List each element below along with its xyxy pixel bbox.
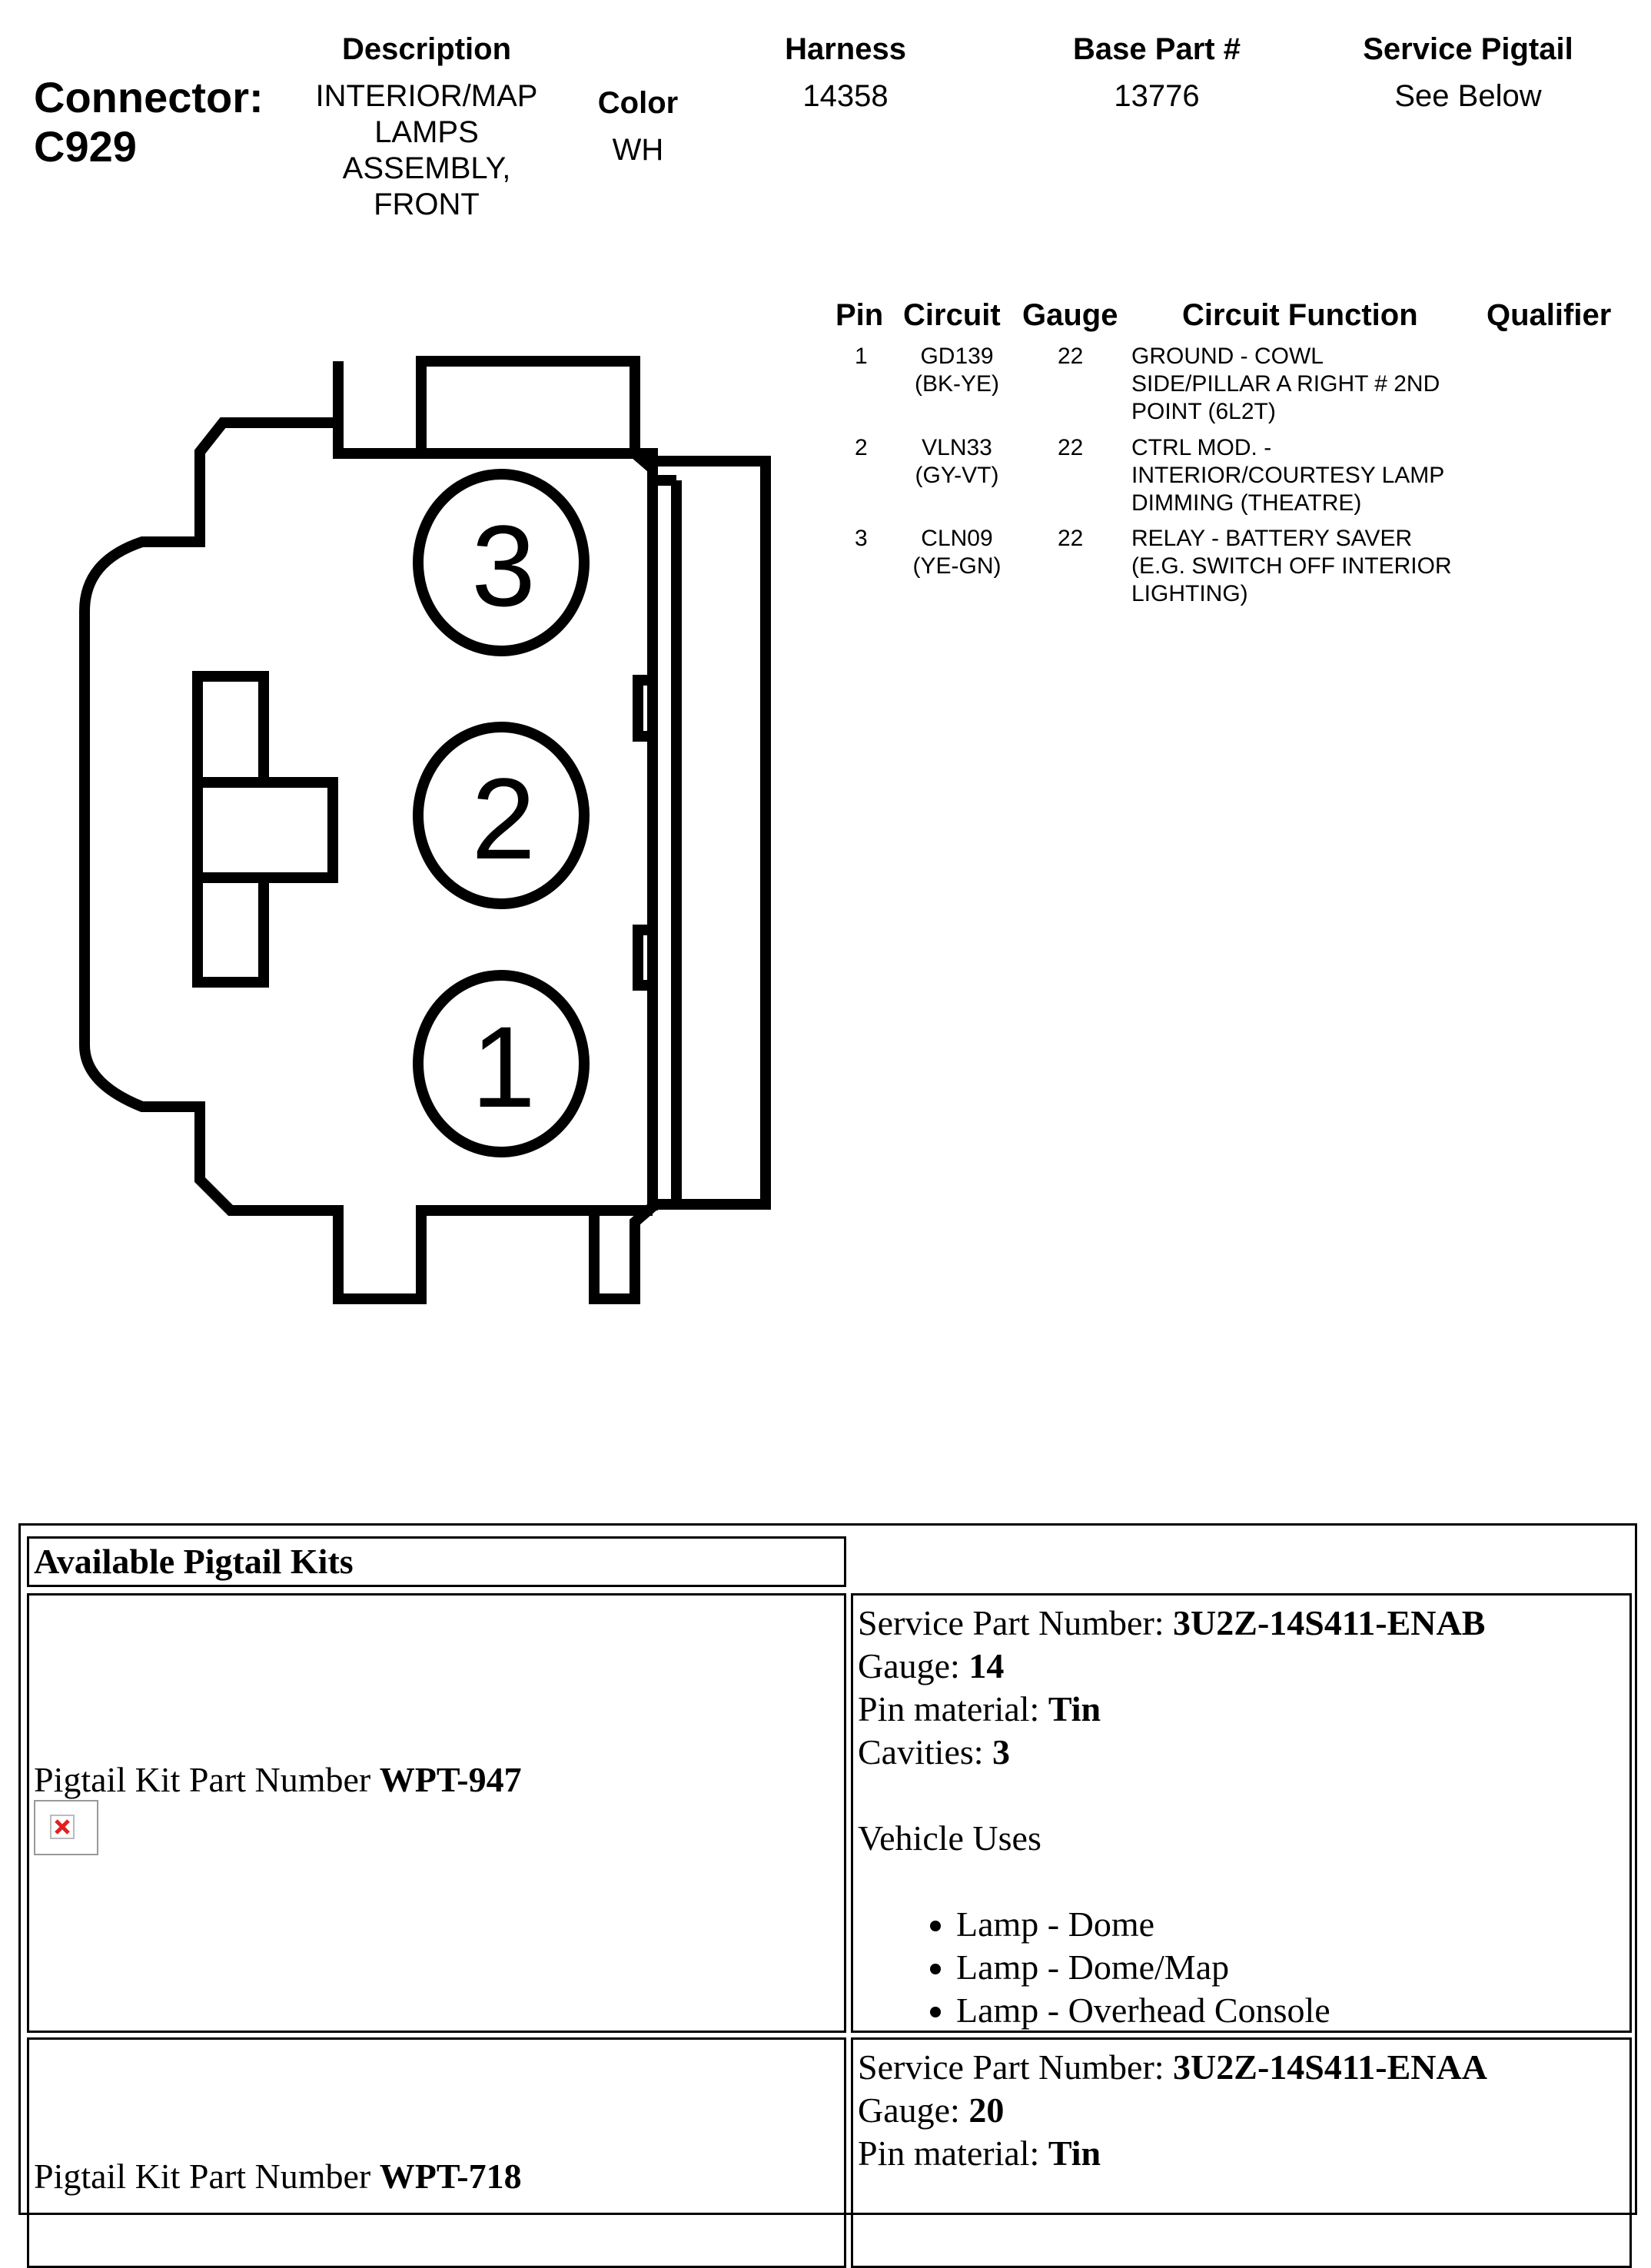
function-line: CTRL MOD. - bbox=[1131, 435, 1272, 460]
function-line: POINT (6L2T) bbox=[1131, 399, 1276, 424]
harness-header: Harness bbox=[785, 32, 906, 66]
broken-image-x-icon bbox=[35, 1801, 97, 1854]
circuit-cell bbox=[899, 525, 1015, 580]
gauge-header: Gauge bbox=[1022, 298, 1118, 332]
circuit-color: (YE-GN) bbox=[912, 553, 1002, 579]
pin-label-2: 2 bbox=[471, 754, 536, 883]
pin-label-1: 1 bbox=[471, 1002, 536, 1131]
description-line: ASSEMBLY, bbox=[342, 151, 511, 185]
harness-value: 14358 bbox=[802, 79, 889, 113]
pigtail-title-cell bbox=[27, 1536, 846, 1587]
kit-part-label: Pigtail Kit Part Number bbox=[34, 2157, 371, 2196]
circuit-code: CLN09 bbox=[921, 526, 993, 551]
circuit-code: GD139 bbox=[920, 344, 994, 369]
function-cell bbox=[1131, 434, 1444, 517]
service-part-line bbox=[858, 2046, 1487, 2089]
gauge-line bbox=[858, 2089, 1487, 2132]
description-line: INTERIOR/MAP bbox=[315, 79, 538, 113]
service-part-value: 3U2Z-14S411-ENAA bbox=[1173, 2047, 1487, 2087]
function-line: DIMMING (THEATRE) bbox=[1131, 490, 1362, 516]
base-part-header: Base Part # bbox=[1073, 32, 1241, 66]
service-part-line bbox=[858, 1602, 1485, 1645]
function-cell bbox=[1131, 525, 1452, 608]
gauge-cell: 22 bbox=[1058, 344, 1084, 369]
pin-material-label: Pin material: bbox=[858, 1689, 1040, 1728]
service-part-label: Service Part Number: bbox=[858, 2047, 1164, 2087]
vehicle-use-item: • Lamp - Dome bbox=[956, 1903, 1485, 1946]
circuit-color: (GY-VT) bbox=[915, 463, 999, 488]
kit-part-value: WPT-718 bbox=[379, 2157, 522, 2196]
vehicle-uses-label: Vehicle Uses bbox=[858, 1818, 1041, 1858]
function-line: GROUND - COWL bbox=[1131, 344, 1324, 369]
housing-right-flange bbox=[653, 461, 766, 1204]
base-part-value: 13776 bbox=[1114, 79, 1200, 113]
circuit-cell bbox=[899, 434, 1015, 490]
kit-details bbox=[858, 2046, 1487, 2175]
pin-header: Pin bbox=[835, 298, 884, 332]
pin-number: 3 bbox=[855, 526, 868, 551]
function-line: SIDE/PILLAR A RIGHT # 2ND bbox=[1131, 371, 1440, 397]
gauge-label: Gauge: bbox=[858, 2090, 960, 2130]
service-part-value: 3U2Z-14S411-ENAB bbox=[1173, 1603, 1486, 1642]
broken-image-icon bbox=[34, 1800, 98, 1855]
connector-id: C929 bbox=[34, 122, 137, 171]
gauge-value: 20 bbox=[968, 2090, 1005, 2130]
vehicle-use-item: • Lamp - Dome/Map bbox=[956, 1946, 1485, 1989]
description-line: FRONT bbox=[374, 188, 480, 221]
kit-part-number bbox=[34, 1758, 522, 1801]
color-value: WH bbox=[612, 133, 664, 167]
kit-left-cell bbox=[27, 2037, 846, 2268]
circuit-header: Circuit bbox=[903, 298, 1001, 332]
function-line: (E.G. SWITCH OFF INTERIOR bbox=[1131, 553, 1452, 579]
kit-part-label: Pigtail Kit Part Number bbox=[34, 1760, 371, 1799]
circuit-cell bbox=[899, 343, 1015, 398]
connector-key bbox=[198, 676, 333, 982]
circuit-function-header: Circuit Function bbox=[1182, 298, 1418, 332]
function-line: INTERIOR/COURTESY LAMP bbox=[1131, 463, 1445, 488]
connector-diagram bbox=[0, 0, 784, 1322]
pigtail-title: Available Pigtail Kits bbox=[34, 1542, 354, 1581]
pin-material-value: Tin bbox=[1048, 2134, 1101, 2173]
service-pigtail-value: See Below bbox=[1394, 79, 1542, 113]
kit-left-cell bbox=[27, 1593, 846, 2033]
vehicle-uses-list bbox=[858, 1903, 1485, 2032]
gauge-cell: 22 bbox=[1058, 435, 1084, 460]
gauge-value: 14 bbox=[968, 1646, 1005, 1685]
cavities-line bbox=[858, 1731, 1485, 1774]
pin-material-value: Tin bbox=[1048, 1689, 1101, 1728]
pin-number: 2 bbox=[855, 435, 868, 460]
qualifier-header: Qualifier bbox=[1487, 298, 1612, 332]
kit-part-number bbox=[34, 2155, 522, 2198]
gauge-cell: 22 bbox=[1058, 526, 1084, 551]
function-cell bbox=[1131, 343, 1440, 426]
pigtail-kits-table bbox=[18, 1523, 1637, 2215]
pin-number: 1 bbox=[855, 344, 868, 369]
pin-material-line bbox=[858, 1688, 1485, 1731]
gauge-label: Gauge: bbox=[858, 1646, 960, 1685]
kit-right-cell bbox=[851, 1593, 1632, 2033]
cavities-value: 3 bbox=[992, 1732, 1011, 1772]
connector-label-text: Connector: bbox=[34, 73, 264, 121]
service-part-label: Service Part Number: bbox=[858, 1603, 1164, 1642]
description-line: LAMPS bbox=[374, 115, 479, 149]
kit-details bbox=[858, 1602, 1485, 2032]
kit-part-value: WPT-947 bbox=[379, 1760, 522, 1799]
function-line: LIGHTING) bbox=[1131, 581, 1248, 606]
service-pigtail-header: Service Pigtail bbox=[1363, 32, 1573, 66]
vehicle-use-item: • Lamp - Overhead Console bbox=[956, 1989, 1485, 2032]
kit-right-cell bbox=[851, 2037, 1632, 2268]
pin-material-label: Pin material: bbox=[858, 2134, 1040, 2173]
pin-material-line bbox=[858, 2132, 1487, 2175]
description-header: Description bbox=[341, 32, 512, 66]
circuit-color: (BK-YE) bbox=[914, 371, 999, 397]
circuit-code: VLN33 bbox=[922, 435, 992, 460]
gauge-line bbox=[858, 1645, 1485, 1688]
function-line: RELAY - BATTERY SAVER bbox=[1131, 526, 1413, 551]
pin-label-3: 3 bbox=[471, 501, 536, 630]
cavities-label: Cavities: bbox=[858, 1732, 984, 1772]
color-header: Color bbox=[597, 86, 679, 120]
